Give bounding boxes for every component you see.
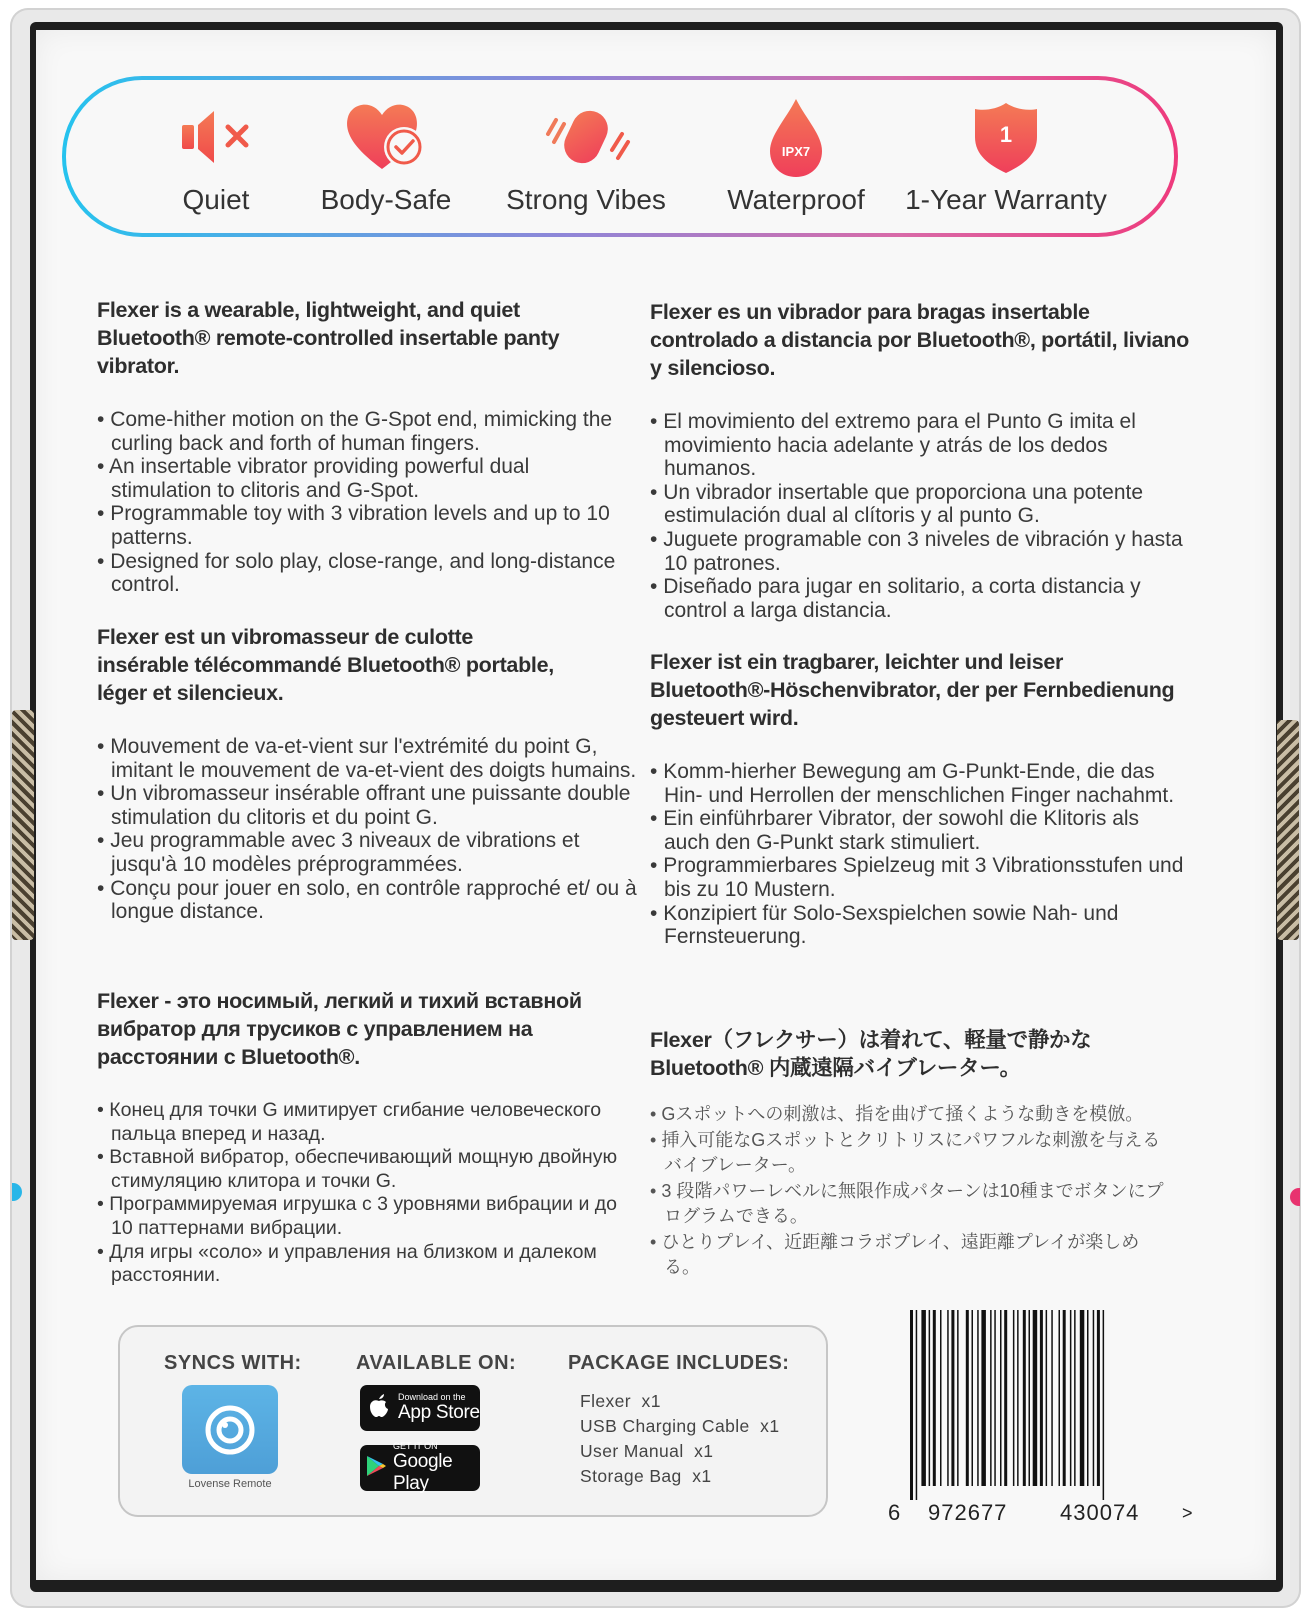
list-item: • Conçu pour jouer en solo, en contrôle rapproché et/ ou à longue distance. [97,877,637,924]
section-heading: Flexer - это носимый, легкий и тихий вставной вибратор для трусиков с управлением на расстоянии с Bluetooth®. [97,989,582,1069]
package-includes-heading: PACKAGE INCLUDES: [568,1352,790,1374]
section-spanish [650,298,1190,622]
barcode-bar [921,1310,926,1486]
barcode-bar [957,1310,959,1486]
barcode-bar [1046,1310,1048,1486]
feature-list [650,410,1190,622]
barcode-bar [1051,1310,1053,1486]
list-item: • Mouvement de va-et-vient sur l'extrémité du point G, imitant le mouvement de va-et-vient des doigts humains. [97,735,637,782]
barcode-bar [1097,1310,1100,1486]
water-drop-icon [706,94,886,180]
barcode-bar [1000,1310,1002,1486]
list-item: • Komm-hierher Bewegung am G-Punkt-Ende, die das Hin- und Herrollen der menschlichen Finger nachahmt. [650,760,1190,807]
barcode-bar [1017,1310,1019,1486]
barcode-bar [1074,1310,1076,1486]
barcode-bar [1063,1310,1066,1486]
barcode-bar [1093,1310,1095,1486]
barcode-bar [910,1310,913,1500]
lovense-remote-app-icon[interactable] [182,1385,278,1474]
box-side-texture-left [12,710,34,940]
barcode-right-digits: 430074 [1060,1500,1140,1525]
feature-label: 1-Year Warranty [905,184,1107,215]
list-item: • Ein einführbarer Vibrator, der sowohl die Klitoris als auch den G-Punkt stark stimuliert. [650,807,1190,854]
package-item: Flexer x1 [580,1391,661,1411]
feature-list [97,1099,637,1288]
barcode-lead-digit: 6 [888,1500,902,1525]
list-item: • Come-hither motion on the G-Spot end, mimicking the curling back and forth of human fingers. [97,408,627,455]
feature-label: Strong Vibes [506,184,666,215]
list-item: • Jeu programmable avec 3 niveaux de vibrations et jusqu'à 10 modèles préprogrammées. [97,829,637,876]
section-heading: Flexer ist ein tragbarer, leichter und leiser Bluetooth®-Höschenvibrator, der per Fernbedienung gesteuert wird. [650,650,1175,730]
box-side-texture-right [1277,720,1299,940]
feature-waterproof [706,94,886,216]
list-item: • Для игры «соло» и управления на близком и далеком расстоянии. [97,1241,637,1288]
section-german [650,648,1190,949]
section-russian [97,987,637,1288]
barcode-bar [947,1310,949,1486]
package-item: User Manual x1 [580,1441,714,1461]
feature-label: Quiet [182,184,250,215]
section-japanese [650,1026,1170,1281]
eye-icon [200,1400,260,1460]
package-item: USB Charging Cable x1 [580,1416,780,1436]
app-name: Lovense Remote [188,1478,272,1490]
barcode-bar [1070,1310,1072,1486]
list-item: • Gスポットへの刺激は、指を曲げて掻くような動きを模倣。 [650,1102,1170,1128]
barcode-bar [966,1310,969,1486]
barcode-bar [951,1310,954,1486]
barcode-bar [981,1310,986,1486]
feature-warranty [896,94,1116,216]
section-heading: Flexer（フレクサー）は着れて、軽量で静かなBluetooth® 内蔵遠隔バイブレーター。 [650,1028,1092,1080]
google-play-badge[interactable] [360,1441,480,1494]
list-item: • Juguete programable con 3 niveles de vibración y hasta 10 patrones. [650,528,1190,575]
list-item: • Un vibrador insertable que proporciona una potente estimulación dual al clítoris y al punto G. [650,481,1190,528]
barcode-bar [977,1310,979,1486]
app-store-badge[interactable] [360,1385,480,1431]
barcode [908,1310,1158,1500]
barcode-left-digits: 972677 [928,1500,1008,1525]
google-play-text: Google Play [392,1451,453,1494]
list-item: • Программируемая игрушка с 3 уровнями вибрации и до 10 паттернами вибрации. [97,1193,637,1240]
list-item: • 3 段階パワーレベルに無限作成パターンは10種までボタンにプログラムできる。 [650,1179,1170,1230]
feature-label: Body-Safe [320,184,452,215]
section-heading: Flexer is a wearable, lightweight, and quiet Bluetooth® remote-controlled insertable panty vibrator. [97,298,560,378]
heart-check-icon [306,94,466,180]
shield-icon [896,94,1116,180]
list-item: • Un vibromasseur insérable offrant une puissante double stimulation du clitoris et du point G. [97,782,637,829]
feature-strong-vibes [496,94,676,216]
barcode-bar [1087,1310,1089,1486]
available-on-heading: AVAILABLE ON: [356,1352,517,1374]
feature-quiet [146,94,286,216]
section-heading: Flexer es un vibrador para bragas insertable controlado a distancia por Bluetooth®, portátil, liviano y silencioso. [650,300,1189,380]
app-store-small-text: Download on the [398,1392,466,1402]
warranty-badge: 1 [999,122,1013,147]
list-item: • Programmierbares Spielzeug mit 3 Vibrationsstufen und bis zu 10 Mustern. [650,854,1190,901]
feature-list [650,760,1190,949]
speaker-mute-icon [146,94,286,180]
app-store-text: App Store [398,1402,480,1423]
barcode-bar [1103,1310,1105,1500]
barcode-bar [1023,1310,1026,1486]
feature-list [97,408,627,597]
list-item: • Konzipiert für Solo-Sexspielchen sowie Nah- und Fernsteuerung. [650,902,1190,949]
barcode-bar [994,1310,996,1486]
barcode-bar [1013,1310,1015,1486]
barcode-bar [972,1310,974,1486]
list-item: • 挿入可能なGスポットとクリトリスにパワフルな刺激を与えるバイブレーター。 [650,1128,1170,1179]
list-item: • Designed for solo play, close-range, and long-distance control. [97,550,627,597]
barcode-bar [990,1310,992,1486]
barcode-bar [1029,1310,1031,1486]
feature-label: Waterproof [727,184,865,215]
barcode-mark: > [1182,1503,1194,1523]
feature-body-safe [306,94,466,216]
package-list [580,1389,779,1489]
barcode-bar [940,1310,942,1486]
list-item: • Конец для точки G имитирует сгибание человеческого пальца вперед и назад. [97,1099,637,1146]
list-item: • El movimiento del extremo para el Punto G imita el movimiento hacia adelante y atrás de los dedos humanos. [650,410,1190,481]
barcode-bar [1004,1310,1007,1486]
feature-list [650,1102,1170,1281]
features-banner [62,76,1178,237]
info-box [118,1325,828,1517]
barcode-bar [929,1310,931,1486]
list-item: • Programmable toy with 3 vibration levels and up to 10 patterns. [97,502,627,549]
ipx7-badge: IPX7 [781,144,811,159]
list-item: • Вставной вибратор, обеспечивающий мощную двойную стимуляцию клитора и точки G. [97,1146,637,1193]
barcode-bar [1059,1310,1061,1486]
barcode-bar [1040,1310,1043,1486]
google-play-icon [360,1454,393,1483]
syncs-with-heading: SYNCS WITH: [164,1352,302,1374]
list-item: • Diseñado para jugar en solitario, a corta distancia y control a larga distancia. [650,575,1190,622]
barcode-bar [933,1310,936,1486]
list-item: • An insertable vibrator providing powerful dual stimulation to clitoris and G-Spot. [97,455,627,502]
google-play-small-text: GET IT ON [392,1441,438,1451]
feature-list [97,735,637,924]
barcode-bar [1080,1310,1085,1486]
package-item: Storage Bag x1 [580,1466,712,1486]
barcode-bar [1033,1310,1038,1486]
section-english [97,296,627,597]
vibration-icon [496,94,676,180]
section-french [97,623,637,924]
list-item: • ひとりプレイ、近距離コラボプレイ、遠距離プレイが楽しめる。 [650,1230,1170,1281]
apple-icon [360,1392,398,1425]
section-heading: Flexer est un vibromasseur de culotte insérable télécommandé Bluetooth® portable, léger et silencieux. [97,625,554,705]
barcode-bar [916,1310,918,1500]
